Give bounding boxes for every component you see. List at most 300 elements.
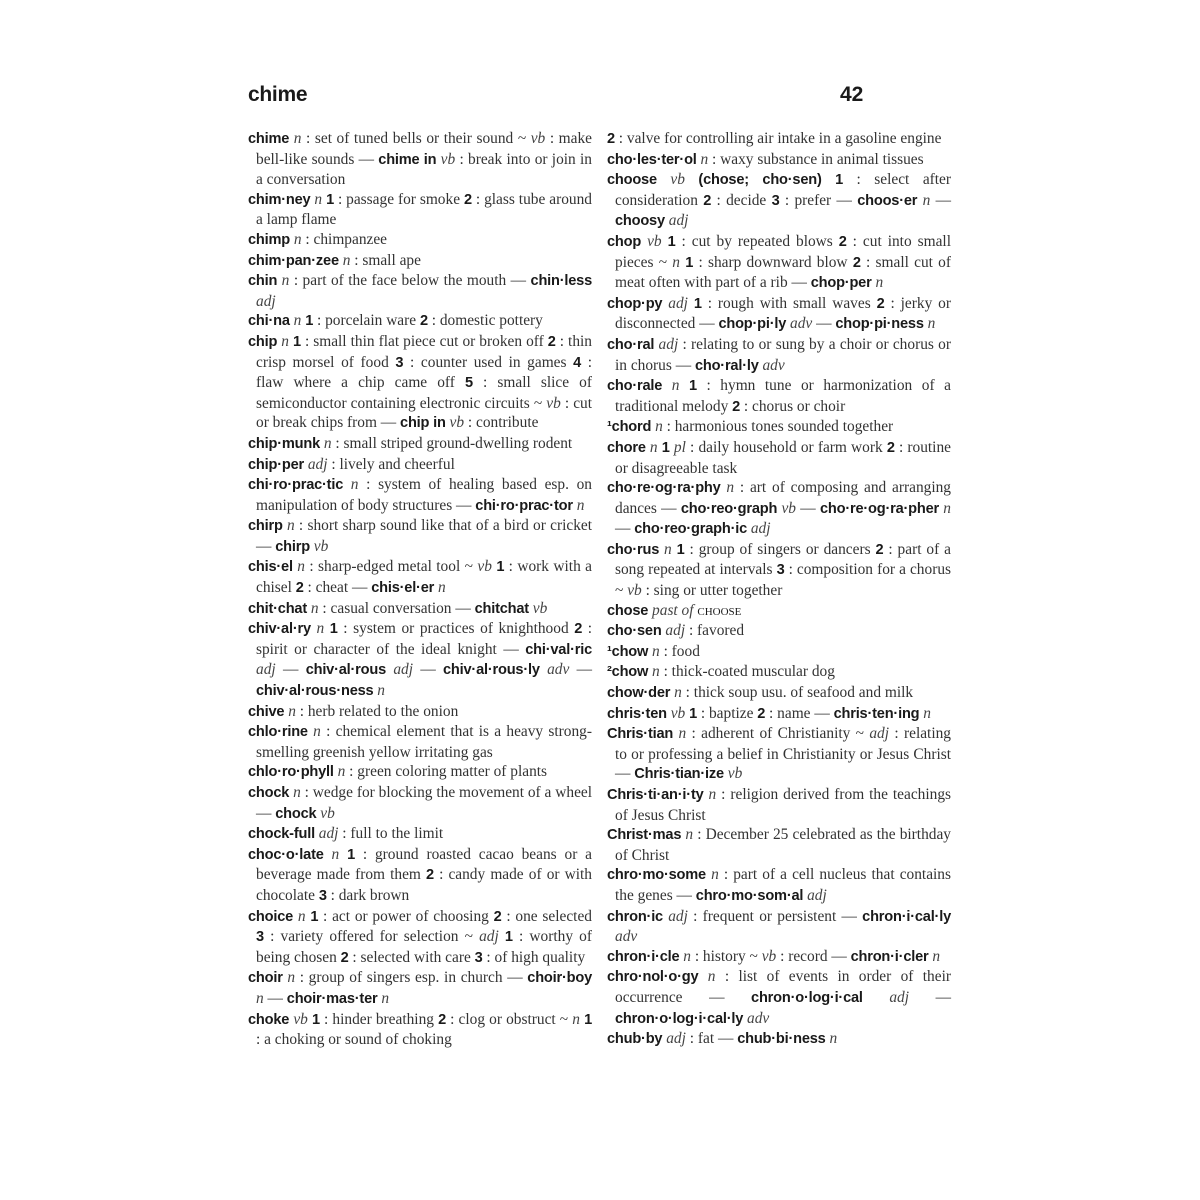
dictionary-entry bbox=[607, 129, 951, 150]
definition-text: — bbox=[816, 315, 836, 333]
bold-subentry: 1 bbox=[693, 295, 708, 312]
dictionary-entry bbox=[248, 332, 592, 434]
definition-text: : routine or disagreeable task bbox=[615, 438, 951, 477]
dictionary-entry bbox=[607, 438, 951, 478]
dictionary-entry bbox=[607, 907, 951, 947]
part-of-speech: n bbox=[674, 684, 686, 702]
definition-text: : small striped ground-dwelling rodent bbox=[335, 434, 573, 452]
bold-subentry: 2 bbox=[757, 705, 770, 722]
part-of-speech: adj bbox=[479, 928, 505, 946]
part-of-speech: n bbox=[288, 702, 300, 720]
part-of-speech: adv bbox=[547, 661, 577, 679]
definition-text: : set of tuned bells or their sound ~ bbox=[306, 130, 531, 147]
headword: chimp bbox=[248, 231, 294, 248]
bold-subentry: chin·less bbox=[530, 273, 592, 290]
definition-text: : selected with care bbox=[352, 948, 475, 966]
bold-subentry: 2 bbox=[876, 295, 891, 312]
definition-text: : a choking or sound of choking bbox=[256, 1031, 452, 1049]
dictionary-entry bbox=[248, 824, 592, 845]
definition-text: : act or power of choosing bbox=[323, 907, 494, 925]
headword: chis·el bbox=[248, 559, 298, 576]
bold-subentry: 3 bbox=[771, 192, 785, 209]
definition-text: : domestic pottery bbox=[431, 312, 543, 330]
part-of-speech: n bbox=[281, 332, 293, 350]
definition-text: : thick soup usu. of seafood and milk bbox=[685, 684, 914, 702]
bold-subentry: 2 bbox=[493, 908, 507, 925]
part-of-speech: vb bbox=[530, 130, 550, 147]
definition-text: : make bell-like sounds — bbox=[256, 130, 593, 168]
dictionary-page bbox=[248, 0, 952, 1200]
dictionary-entry bbox=[248, 762, 592, 783]
bold-subentry: 1 bbox=[305, 313, 317, 330]
headword: choc·o·late bbox=[248, 846, 332, 863]
part-of-speech: adv bbox=[747, 1009, 770, 1027]
bold-subentry: 3 bbox=[474, 949, 487, 966]
headword: chlo·rine bbox=[248, 724, 314, 741]
bold-subentry: 1 bbox=[676, 541, 690, 558]
bold-subentry: 4 bbox=[573, 354, 588, 371]
headword: cho·rus bbox=[607, 541, 665, 558]
definition-text: : work with a chisel bbox=[256, 558, 593, 597]
bold-subentry: 3 bbox=[395, 354, 410, 371]
part-of-speech: n bbox=[726, 479, 740, 497]
dictionary-entry bbox=[607, 662, 951, 683]
bold-subentry: 2 bbox=[547, 333, 560, 350]
bold-subentry: cho·ral·ly bbox=[694, 357, 763, 374]
part-of-speech: n bbox=[377, 682, 385, 700]
definition-text: : name — bbox=[769, 704, 834, 722]
headword: chock bbox=[248, 785, 294, 801]
dictionary-entry bbox=[607, 642, 951, 663]
part-of-speech: vb bbox=[440, 150, 460, 168]
headword: Chris·tian bbox=[607, 726, 679, 743]
headword: cho·les·ter·ol bbox=[607, 151, 701, 168]
definition-text: : one selected bbox=[506, 907, 592, 925]
dictionary-entry bbox=[607, 967, 951, 1029]
dictionary-entry bbox=[607, 785, 951, 825]
part-of-speech: adv bbox=[762, 356, 785, 374]
bold-subentry: 2 bbox=[838, 233, 853, 250]
definition-text: : sharp downward blow bbox=[698, 253, 853, 271]
definition-text: : cut or break chips from — bbox=[256, 394, 593, 432]
part-of-speech: adj bbox=[668, 907, 694, 925]
part-of-speech: n bbox=[381, 989, 390, 1007]
part-of-speech: adj bbox=[666, 1030, 690, 1048]
dictionary-entry bbox=[248, 251, 592, 272]
definition-text: : ground roasted cacao beans or a beverage made from them bbox=[256, 845, 593, 884]
headword: chop bbox=[607, 233, 648, 250]
definition-text: : relating to or sung by a choir or chorus or in chorus — bbox=[615, 335, 951, 374]
dictionary-entry bbox=[248, 783, 592, 824]
headword: cho·rale bbox=[607, 378, 672, 395]
dictionary-entry bbox=[248, 907, 592, 969]
dictionary-entry bbox=[607, 540, 951, 601]
definition-text: : art of composing and arranging dances — bbox=[615, 479, 952, 517]
part-of-speech: n bbox=[256, 989, 268, 1007]
bold-subentry: 1 bbox=[292, 333, 305, 350]
definition-text: — bbox=[420, 661, 444, 679]
part-of-speech: adj bbox=[807, 886, 827, 904]
dictionary-entry bbox=[248, 271, 592, 311]
headword: chi·ro·prac·tic bbox=[248, 477, 351, 494]
part-of-speech: vb bbox=[313, 537, 329, 555]
bold-subentry: cho·reo·graph bbox=[680, 500, 782, 517]
definition-text: : herb related to the onion bbox=[299, 702, 459, 720]
bold-subentry: 3 bbox=[256, 929, 271, 946]
dictionary-entry bbox=[607, 417, 951, 438]
dictionary-entry bbox=[607, 947, 951, 968]
definition-text: : harmonious tones sounded together bbox=[666, 418, 894, 436]
definition-text: : jerky or disconnected — bbox=[615, 294, 951, 333]
definition-text: : baptize bbox=[700, 704, 758, 722]
dictionary-entry bbox=[248, 557, 592, 598]
dictionary-entry bbox=[248, 455, 592, 476]
definition-text: — bbox=[935, 191, 952, 209]
part-of-speech: vb bbox=[546, 394, 565, 412]
definition-text: : rough with small waves bbox=[707, 294, 877, 312]
headword: chore bbox=[607, 439, 650, 456]
definition-text: : food bbox=[663, 642, 700, 660]
bold-subentry: chron·i·cal·ly bbox=[862, 908, 951, 925]
definition-text: : part of a song repeated at intervals bbox=[615, 540, 951, 579]
guide-word: chime bbox=[248, 83, 308, 106]
bold-subentry: 2 bbox=[852, 254, 866, 271]
headword: chron·i·cle bbox=[607, 948, 684, 965]
right-column bbox=[607, 129, 951, 1050]
headword: chim·ney bbox=[248, 191, 315, 208]
definition-text: : religion derived from the teachings of Jesus Christ bbox=[615, 786, 952, 824]
part-of-speech: n bbox=[649, 438, 662, 456]
definition-text: : thin crisp morsel of food bbox=[256, 332, 592, 371]
dictionary-entry bbox=[248, 1010, 592, 1050]
part-of-speech: adj bbox=[668, 212, 689, 230]
bold-subentry: 2 bbox=[438, 1011, 451, 1028]
bold-subentry: chiv·al·rous·ly bbox=[443, 662, 548, 679]
part-of-speech: vb bbox=[293, 1010, 312, 1028]
headword: Chris·ti·an·i·ty bbox=[607, 787, 709, 803]
headword: cho·ral bbox=[607, 336, 659, 353]
headword: ¹chow bbox=[607, 643, 653, 660]
definition-text: : group of singers esp. in church — bbox=[299, 969, 528, 987]
bold-subentry: 1 bbox=[689, 705, 701, 722]
bold-subentry: 1 bbox=[347, 846, 363, 863]
bold-subentry: 5 bbox=[465, 375, 484, 392]
dictionary-entry bbox=[248, 968, 592, 1009]
definition-text: : December 25 celebrated as the birthday of Christ bbox=[615, 826, 951, 864]
part-of-speech: adj bbox=[307, 455, 332, 473]
left-column bbox=[248, 129, 592, 1050]
definition-text: : casual conversation — bbox=[322, 599, 475, 617]
definition-text: : list of events in order of their occurrence — bbox=[615, 968, 951, 1006]
bold-subentry: 1 bbox=[326, 191, 338, 208]
part-of-speech: n bbox=[313, 723, 327, 741]
bold-subentry: 2 bbox=[875, 541, 889, 558]
headword: chim·pan·zee bbox=[248, 252, 343, 269]
headword: chip·per bbox=[248, 456, 308, 473]
headword: chris·ten bbox=[607, 705, 671, 722]
definition-text: : dark brown bbox=[330, 886, 410, 904]
bold-subentry: 3 bbox=[776, 562, 789, 579]
headword: Christ·mas bbox=[607, 827, 686, 844]
definition-text: : fat — bbox=[689, 1030, 738, 1048]
definition-text: : short sharp sound like that of a bird or cricket — bbox=[256, 517, 592, 555]
bold-subentry: chron·i·cler bbox=[850, 948, 933, 965]
bold-subentry: cho·re·og·ra·pher bbox=[819, 500, 944, 517]
definition-text: : cheat — bbox=[307, 579, 372, 597]
definition-text: : cut into small pieces ~ bbox=[615, 232, 951, 271]
part-of-speech: adj bbox=[889, 988, 936, 1006]
part-of-speech: adj bbox=[658, 335, 683, 353]
definition-text: — bbox=[282, 661, 306, 679]
part-of-speech: n bbox=[576, 496, 585, 514]
definition-text: — bbox=[615, 520, 635, 538]
bold-subentry: 1 bbox=[311, 1011, 325, 1028]
part-of-speech: vb bbox=[670, 704, 690, 722]
headword: choke bbox=[248, 1011, 294, 1028]
part-of-speech: vb bbox=[627, 582, 646, 600]
bold-subentry: Chris·tian·ize bbox=[634, 766, 728, 783]
headword: chirp bbox=[248, 518, 287, 535]
dictionary-entry bbox=[607, 704, 951, 725]
definition-text: : chorus or choir bbox=[743, 397, 846, 415]
definition-text: : sharp-edged metal tool ~ bbox=[309, 558, 478, 576]
definition-text: : chemical element that is a heavy strong-smelling greenish yellow irritating gas bbox=[256, 723, 592, 761]
dictionary-entry bbox=[248, 845, 592, 907]
definition-text: : contribute bbox=[467, 414, 539, 432]
definition-text: : spirit or character of the ideal knight — bbox=[256, 620, 593, 658]
bold-subentry: chron·o·log·i·cal·ly bbox=[615, 1010, 748, 1027]
part-of-speech: n bbox=[293, 230, 306, 248]
part-of-speech: vb bbox=[320, 804, 335, 822]
bold-subentry: choir·mas·ter bbox=[286, 990, 382, 1007]
part-of-speech: n bbox=[655, 418, 667, 436]
definition-text: — bbox=[935, 988, 951, 1006]
cross-reference: choose bbox=[697, 601, 742, 619]
part-of-speech: n bbox=[437, 579, 446, 597]
part-of-speech: n bbox=[331, 845, 348, 863]
part-of-speech: adj bbox=[393, 661, 421, 679]
headword: chiv·al·ry bbox=[248, 621, 317, 638]
dictionary-entry bbox=[607, 621, 951, 642]
part-of-speech: adv bbox=[790, 315, 817, 333]
definition-text: : candy made of or with chocolate bbox=[256, 866, 592, 904]
definition-text: : hymn tune or harmonization of a traditional melody bbox=[615, 377, 951, 415]
bold-subentry: 1 bbox=[310, 908, 324, 925]
definition-text: : of high quality bbox=[486, 948, 586, 966]
bold-subentry: 2 bbox=[886, 439, 899, 456]
part-of-speech: n bbox=[350, 476, 367, 494]
headword: chive bbox=[248, 703, 289, 720]
definition-text: : cut by repeated blows bbox=[681, 232, 839, 250]
bold-subentry: cho·reo·graph·ic bbox=[634, 521, 751, 538]
headword: chin bbox=[248, 273, 282, 290]
part-of-speech: n bbox=[671, 377, 689, 395]
definition-text: : counter used in games bbox=[410, 353, 574, 371]
bold-subentry: chris·ten·ing bbox=[833, 705, 924, 722]
bold-subentry: 2 bbox=[463, 191, 476, 208]
dictionary-entry bbox=[248, 434, 592, 455]
headword: choir bbox=[248, 970, 288, 987]
definition-text: : flaw where a chip came off bbox=[256, 353, 593, 392]
bold-subentry: chis·el·er bbox=[371, 580, 438, 597]
dictionary-entry bbox=[607, 232, 951, 294]
part-of-speech: n bbox=[700, 150, 713, 168]
bold-subentry: choir·boy bbox=[527, 970, 592, 987]
part-of-speech: n bbox=[293, 784, 305, 801]
definition-text: : daily household or farm work bbox=[690, 438, 887, 456]
part-of-speech: past of bbox=[652, 601, 698, 619]
part-of-speech: n bbox=[932, 947, 941, 965]
part-of-speech: n bbox=[281, 272, 294, 290]
part-of-speech: n bbox=[923, 704, 931, 722]
definition-text: — bbox=[267, 989, 287, 1007]
headword: chit·chat bbox=[248, 600, 311, 617]
bold-subentry: chime in bbox=[378, 151, 441, 168]
dictionary-entry bbox=[607, 376, 951, 417]
part-of-speech: n bbox=[664, 540, 677, 558]
bold-subentry: 2 bbox=[419, 313, 432, 330]
headword: ²chow bbox=[607, 664, 653, 681]
bold-subentry: chock bbox=[275, 805, 321, 822]
dictionary-entry bbox=[248, 619, 592, 701]
definition-text: : history ~ bbox=[694, 947, 762, 965]
headword: chro·nol·o·gy bbox=[607, 969, 708, 986]
part-of-speech: n bbox=[922, 191, 936, 209]
definition-text: : porcelain ware bbox=[316, 312, 420, 330]
part-of-speech: n bbox=[943, 499, 951, 517]
part-of-speech: adj bbox=[750, 520, 771, 538]
headword: chub·by bbox=[607, 1031, 667, 1048]
headword: cho·re·og·ra·phy bbox=[607, 480, 727, 497]
bold-subentry: choos·er bbox=[857, 192, 923, 209]
dictionary-entry bbox=[607, 150, 951, 171]
bold-subentry: 2 bbox=[574, 621, 588, 638]
definition-text: — bbox=[576, 661, 592, 679]
dictionary-entry bbox=[248, 722, 592, 762]
headword: chron·ic bbox=[607, 908, 669, 925]
definition-text: : break into or join in a conversation bbox=[256, 150, 593, 189]
part-of-speech: vb bbox=[647, 232, 668, 250]
part-of-speech: n bbox=[927, 315, 936, 333]
bold-subentry: chiv·al·rous·ness bbox=[256, 683, 378, 700]
definition-text: : wedge for blocking the movement of a wheel — bbox=[256, 784, 593, 822]
bold-subentry: 2 bbox=[703, 192, 717, 209]
bold-subentry: chi·ro·prac·tor bbox=[475, 497, 577, 514]
bold-subentry: chro·mo·som·al bbox=[695, 887, 808, 904]
part-of-speech: n bbox=[711, 866, 724, 884]
dictionary-entry bbox=[248, 190, 592, 230]
part-of-speech: n bbox=[342, 251, 355, 269]
definition-text: : group of singers or dancers bbox=[689, 540, 876, 558]
part-of-speech: vb bbox=[670, 171, 699, 189]
page-number: 42 bbox=[840, 83, 864, 106]
part-of-speech: pl bbox=[673, 438, 691, 456]
dictionary-entry bbox=[607, 724, 951, 785]
bold-subentry: chip in bbox=[400, 415, 450, 432]
headword: chro·mo·some bbox=[607, 867, 712, 884]
bold-subentry: chron·o·log·i·cal bbox=[751, 989, 890, 1006]
dictionary-entry bbox=[607, 294, 951, 335]
headword: chip bbox=[248, 333, 282, 350]
bold-subentry: 2 bbox=[607, 131, 619, 147]
bold-subentry: chi·val·ric bbox=[525, 641, 592, 658]
dictionary-entry bbox=[607, 170, 951, 232]
headword: choose bbox=[607, 172, 671, 189]
bold-subentry: 1 bbox=[661, 439, 674, 456]
definition-text: : small ape bbox=[354, 251, 421, 269]
headword: chime bbox=[248, 131, 294, 147]
part-of-speech: n bbox=[829, 1030, 838, 1048]
bold-subentry: 1 bbox=[329, 621, 344, 638]
definition-text: : chimpanzee bbox=[305, 230, 388, 248]
dictionary-entry bbox=[607, 825, 951, 865]
part-of-speech: n bbox=[337, 763, 350, 781]
part-of-speech: adj bbox=[668, 294, 694, 312]
definition-text: : valve for controlling air intake in a gasoline engine bbox=[618, 130, 942, 147]
dictionary-entry bbox=[607, 335, 951, 376]
part-of-speech: vb bbox=[449, 414, 468, 432]
dictionary-entry bbox=[248, 230, 592, 251]
part-of-speech: n bbox=[314, 190, 327, 208]
bold-subentry: 1 bbox=[835, 172, 857, 189]
bold-subentry: chitchat bbox=[474, 600, 533, 617]
part-of-speech: n bbox=[310, 599, 323, 617]
part-of-speech: n bbox=[293, 312, 306, 330]
part-of-speech: vb bbox=[532, 599, 548, 617]
bold-subentry: 2 bbox=[732, 398, 744, 415]
dictionary-entry bbox=[248, 702, 592, 723]
part-of-speech: n bbox=[316, 620, 330, 638]
bold-subentry: 1 bbox=[504, 929, 519, 946]
definition-text: : small thin flat piece cut or broken off bbox=[304, 332, 548, 350]
dictionary-entry bbox=[248, 475, 592, 516]
part-of-speech: adj bbox=[256, 661, 283, 679]
part-of-speech: vb bbox=[761, 947, 781, 965]
part-of-speech: n bbox=[875, 274, 884, 292]
headword: cho·sen bbox=[607, 623, 666, 640]
definition-text: : favored bbox=[688, 622, 745, 640]
dictionary-entry bbox=[607, 683, 951, 704]
headword: chow·der bbox=[607, 685, 675, 702]
part-of-speech: n bbox=[672, 253, 686, 271]
definition-text: : small slice of semiconductor containing electronic circuits ~ bbox=[256, 374, 592, 412]
part-of-speech: n bbox=[297, 558, 310, 576]
bold-subentry: 1 bbox=[667, 233, 682, 250]
bold-subentry: (chose; cho·sen) bbox=[698, 172, 836, 189]
bold-subentry: chub·bi·ness bbox=[737, 1031, 830, 1048]
headword: ¹chord bbox=[607, 419, 656, 436]
definition-text: — bbox=[800, 499, 820, 517]
part-of-speech: n bbox=[652, 642, 664, 660]
definition-text: : decide bbox=[716, 191, 772, 209]
part-of-speech: vb bbox=[477, 558, 497, 576]
definition-text: : clog or obstruct ~ bbox=[450, 1010, 573, 1028]
part-of-speech: n bbox=[685, 826, 698, 844]
definition-text: : glass tube around a lamp flame bbox=[256, 190, 592, 229]
definition-text: : select after consideration bbox=[615, 171, 952, 209]
part-of-speech: n bbox=[652, 663, 664, 681]
bold-subentry: chirp bbox=[275, 538, 314, 555]
dictionary-entry bbox=[607, 865, 951, 906]
dictionary-entry bbox=[248, 129, 592, 190]
bold-subentry: 2 bbox=[340, 949, 353, 966]
page-header bbox=[248, 80, 952, 110]
definition-text: : lively and cheerful bbox=[331, 455, 455, 473]
definition-text: : passage for smoke bbox=[337, 190, 464, 208]
definition-text: : waxy substance in animal tissues bbox=[712, 150, 924, 168]
dictionary-entry bbox=[607, 1029, 951, 1050]
definition-text: : prefer — bbox=[784, 191, 858, 209]
